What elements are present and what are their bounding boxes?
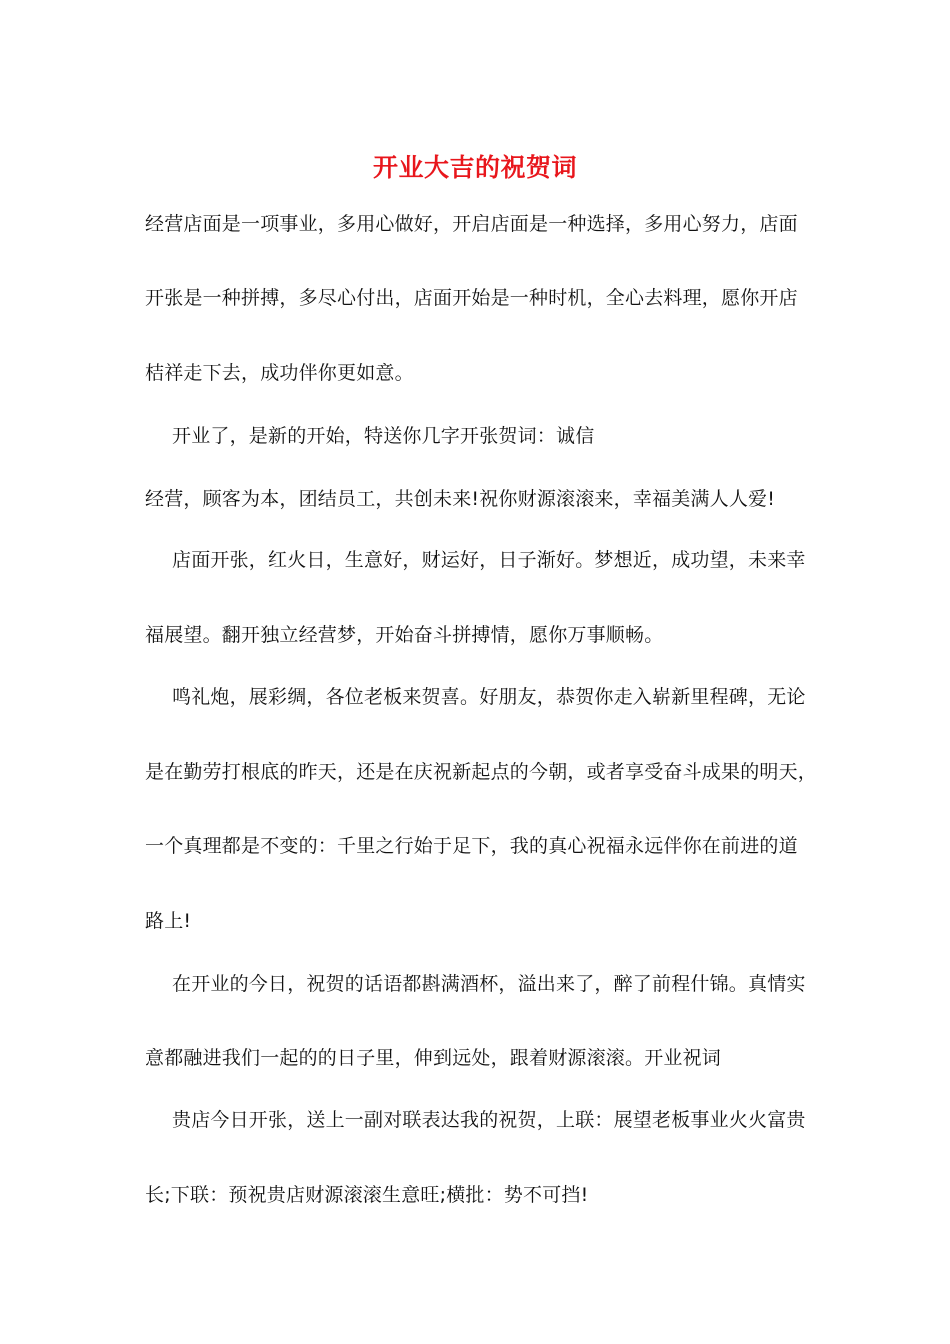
paragraph-6-line-1: 贵店今日开张，送上一副对联表达我的祝贺，上联：展望老板事业火火富贵 — [172, 1109, 806, 1131]
paragraph-5-line-1: 在开业的今日，祝贺的话语都斟满酒杯，溢出来了，醉了前程什锦。真情实 — [172, 973, 806, 995]
paragraph-4-line-1: 鸣礼炮，展彩绸，各位老板来贺喜。好朋友，恭贺你走入崭新里程碑，无论 — [172, 686, 806, 708]
paragraph-1-line-3: 桔祥走下去，成功伴你更如意。 — [145, 362, 414, 384]
paragraph-4-line-3: 一个真理都是不变的：千里之行始于足下，我的真心祝福永远伴你在前进的道 — [145, 835, 798, 857]
paragraph-4-line-2: 是在勤劳打根底的昨天，还是在庆祝新起点的今朝，或者享受奋斗成果的明天， — [145, 761, 818, 783]
paragraph-1-line-1: 经营店面是一项事业，多用心做好，开启店面是一种选择，多用心努力，店面 — [145, 213, 798, 235]
paragraph-6-line-2: 长;下联：预祝贵店财源滚滚生意旺;横批：势不可挡! — [145, 1184, 589, 1206]
paragraph-2-line-2: 经营，顾客为本，团结员工，共创未来!祝你财源滚滚来，幸福美满人人爱! — [145, 488, 776, 510]
paragraph-3-line-1: 店面开张，红火日，生意好，财运好，日子渐好。梦想近，成功望，未来幸 — [172, 549, 806, 571]
paragraph-1-line-2: 开张是一种拼搏，多尽心付出，店面开始是一种时机，全心去料理，愿你开店 — [145, 287, 798, 309]
paragraph-4-line-4: 路上! — [145, 910, 192, 932]
paragraph-3-line-2: 福展望。翻开独立经营梦，开始奋斗拼搏情，愿你万事顺畅。 — [145, 624, 664, 646]
paragraph-5-line-2: 意都融进我们一起的的日子里，伸到远处，跟着财源滚滚。开业祝词 — [145, 1047, 722, 1069]
paragraph-2-line-1: 开业了，是新的开始，特送你几字开张贺词：诚信 — [172, 425, 595, 447]
document-title: 开业大吉的祝贺词 — [372, 153, 577, 182]
